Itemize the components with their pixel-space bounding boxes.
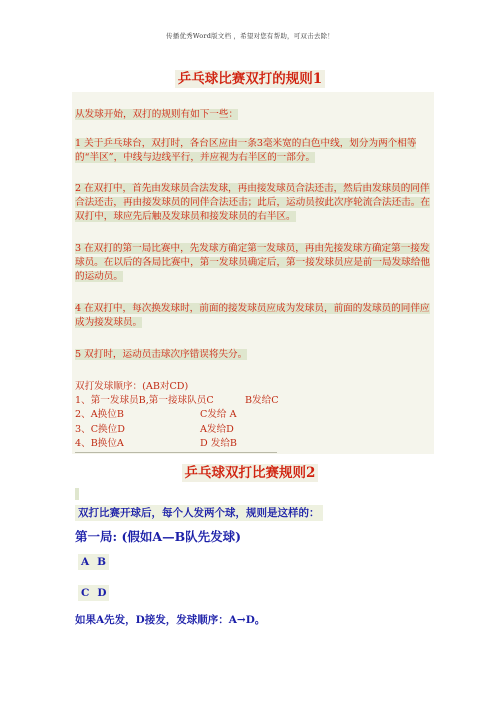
section2-title-text: 乒乓球双打比赛规则2 xyxy=(182,464,319,482)
serve-order-left: 1、第一发球员B,第一接球队员C xyxy=(75,395,214,407)
serve-order-right: B发给C xyxy=(245,395,279,407)
section2-line-3 xyxy=(75,612,265,627)
serve-order-row xyxy=(75,394,277,408)
serve-order-right: A发给D xyxy=(200,423,234,435)
serve-order-row xyxy=(75,408,277,422)
rule-paragraph-1 xyxy=(75,137,431,165)
player-pair-ab xyxy=(78,556,109,568)
rule-3-text: 3 在双打的第一局比赛中，先发球方确定第一发球员，再由先接发球方确定第一接发球员。在以后的各局比赛中，第一发球员确定后，第一接发球员应是前一局发球给他的运动员。 xyxy=(75,243,430,282)
section2-line-1-text: 双打比赛开球后，每个人发两个球，规则是这样的： xyxy=(75,505,323,521)
player-c: C xyxy=(81,587,90,599)
player-a: A xyxy=(81,556,90,568)
player-pair-cd xyxy=(78,587,109,599)
section2-title xyxy=(0,461,500,481)
section1-intro-text: 从发球开始，双打的规则有如下一些： xyxy=(75,109,239,120)
rule-4-text: 4 在双打中，每次换发球时，前面的接发球员应成为发球员，前面的发球员的同伴应成为接发球员。 xyxy=(75,303,430,328)
header-note: 传播优秀Word版文档 ，希望对您有帮助，可双击去除！ xyxy=(166,32,334,40)
rule-2-text: 2 在双打中，首先由发球员合法发球，再由接发球员合法还击，然后由发球员的同伴合法还击，再由接发球员的同伴合法还击；此后，运动员按此次序轮流合法还击。在双打中，球应先后触及发球员和接发球员的右半区。 xyxy=(75,183,430,222)
rule-5-text: 5 双打时，运动员击球次序错误将失分。 xyxy=(75,349,248,360)
serve-order-row xyxy=(75,423,277,437)
rule-paragraph-2 xyxy=(75,182,431,224)
player-b: B xyxy=(97,556,107,568)
serve-order-heading-row xyxy=(75,380,277,394)
section2-line-2 xyxy=(75,527,241,545)
rule-paragraph-4 xyxy=(75,302,431,330)
section2-line-2-text: 第一局: (假如A—B队先发球) xyxy=(75,529,242,544)
rule-paragraph-3 xyxy=(75,242,431,284)
serve-order-heading: 双打发球顺序：(AB对CD) xyxy=(75,381,189,392)
player-d: D xyxy=(97,587,107,599)
section1-intro xyxy=(75,108,431,122)
section1-title xyxy=(0,67,500,87)
serve-order-right: C发给 A xyxy=(200,409,237,421)
section1-title-text: 乒乓球比赛双打的规则1 xyxy=(175,70,325,88)
serve-order-row xyxy=(75,437,277,451)
serve-order-left: 2、A换位B xyxy=(75,409,124,421)
highlight-marker xyxy=(75,488,79,500)
section2-line-3-text: 如果A先发，D接发，发球顺序：A→D。 xyxy=(75,614,266,626)
rule-paragraph-5 xyxy=(75,348,431,362)
serve-order-left: 4、B换位A xyxy=(75,437,124,449)
rule-1-text: 1 关于乒乓球台，双打时，各台区应由一条3毫米宽的白色中线，划分为两个相等的“半区”，中线与边线平行，并应视为右半区的一部分。 xyxy=(75,138,417,163)
divider xyxy=(75,452,277,453)
serve-order-block xyxy=(75,380,277,453)
serve-order-left: 3、C换位D xyxy=(75,423,125,435)
section2-line-1 xyxy=(75,505,323,520)
serve-order-right: D 发给B xyxy=(200,437,237,449)
